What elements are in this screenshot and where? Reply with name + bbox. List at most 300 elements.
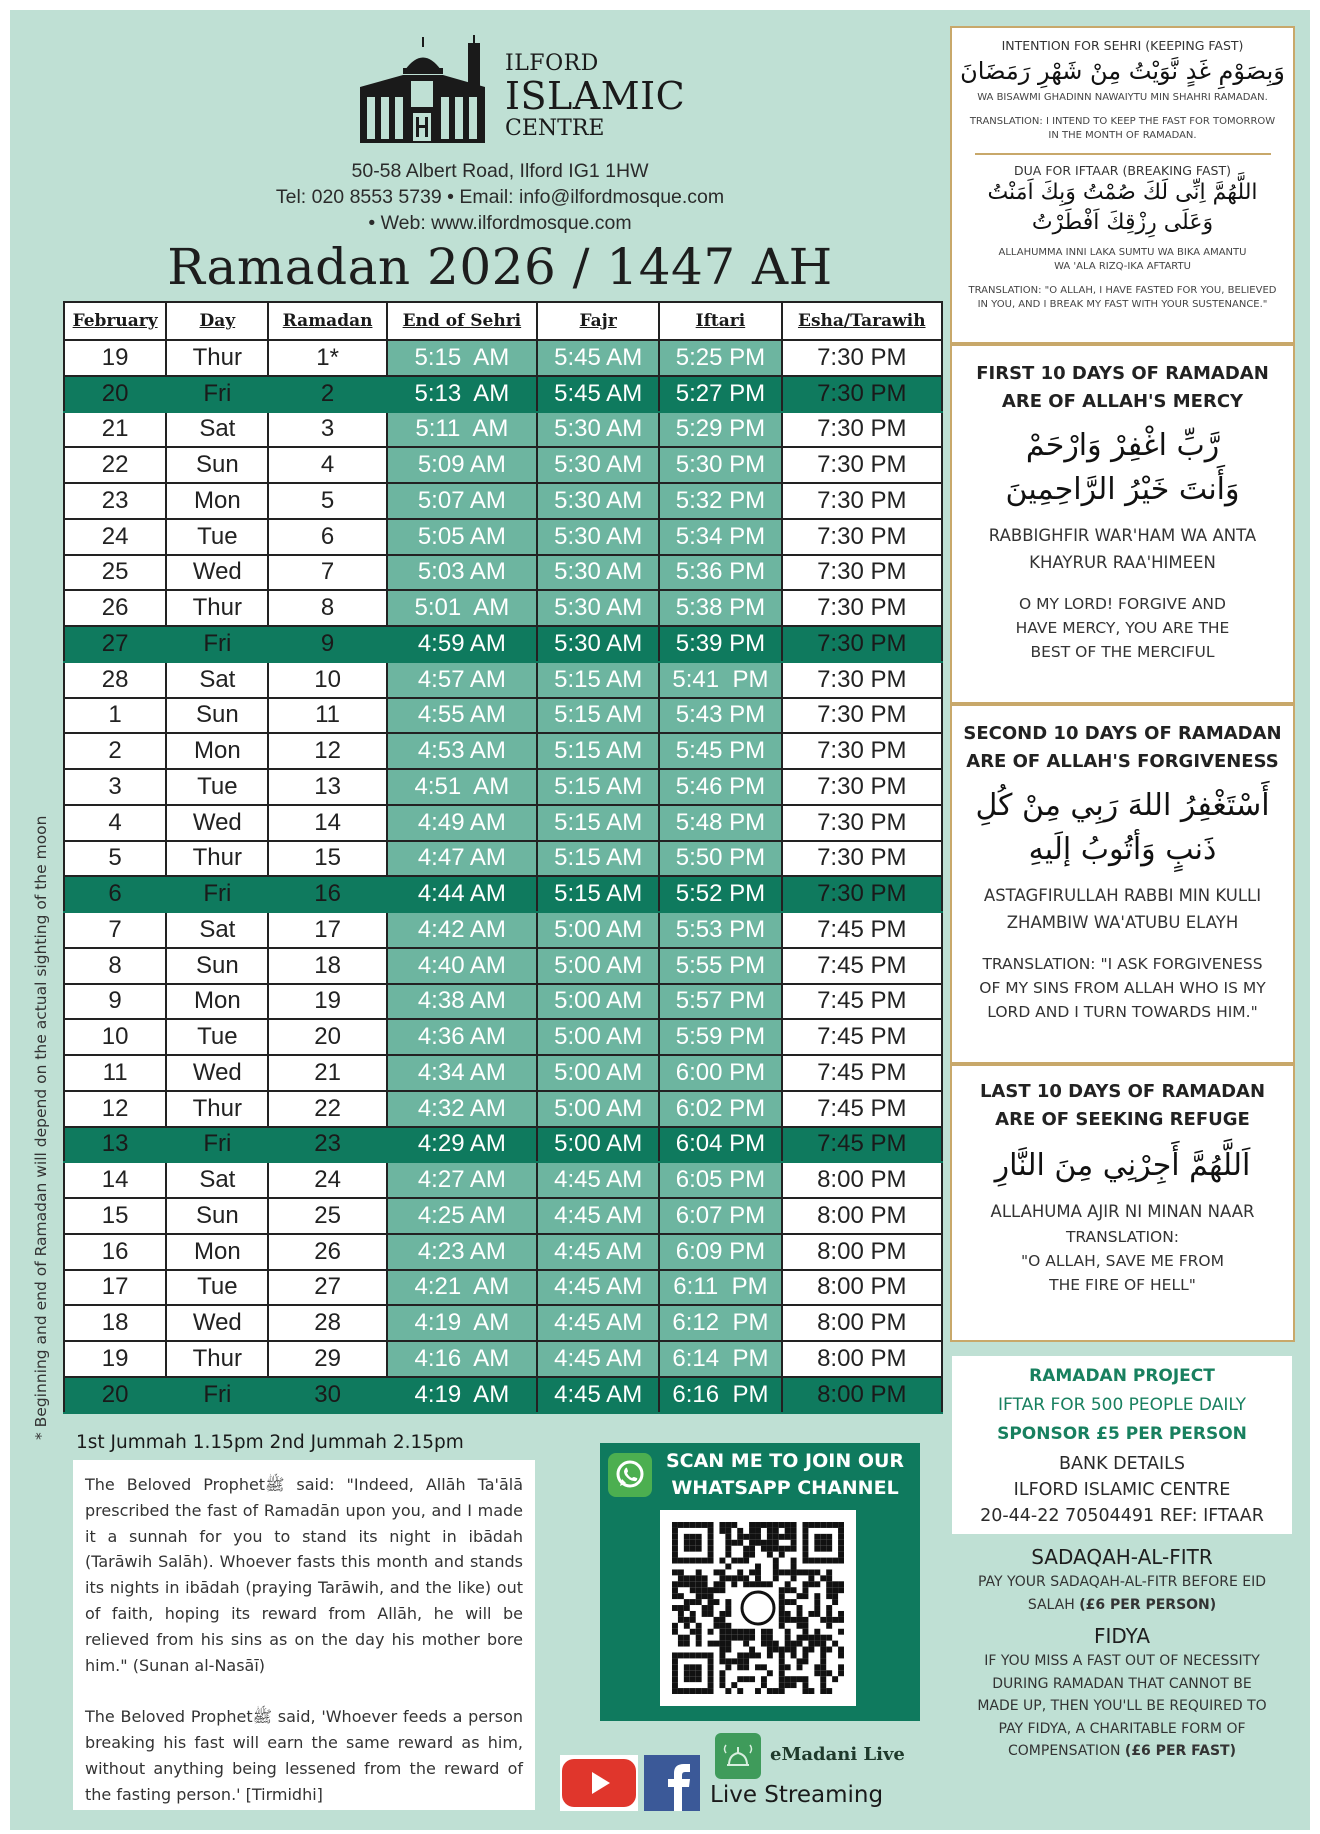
ramadan-day-cell: 27 xyxy=(268,1270,386,1306)
qr-module xyxy=(797,1676,803,1682)
date-cell: 24 xyxy=(64,519,166,555)
day-cell: Thur xyxy=(166,841,268,877)
qr-module xyxy=(684,1558,690,1564)
qr-module xyxy=(820,1652,826,1658)
qr-module xyxy=(826,1569,832,1575)
qr-module xyxy=(672,1605,678,1611)
iftaar-translation-2: IN YOU, AND I BREAK MY FAST WITH YOUR SUSTENANCE." xyxy=(977,299,1268,310)
qr-module xyxy=(838,1581,844,1587)
qr-module xyxy=(737,1534,743,1540)
qr-module xyxy=(678,1569,684,1575)
qr-module xyxy=(690,1599,696,1605)
qr-module xyxy=(684,1670,690,1676)
qr-module xyxy=(785,1611,791,1617)
qr-module xyxy=(749,1546,755,1552)
fajr-time-cell: 5:15 AM xyxy=(537,733,659,769)
qr-module xyxy=(696,1635,702,1641)
qr-module xyxy=(719,1522,725,1528)
org-name-line1: ILFORD xyxy=(505,51,599,76)
qr-module xyxy=(737,1658,743,1664)
qr-module xyxy=(719,1569,725,1575)
qr-module xyxy=(785,1587,791,1593)
qr-module xyxy=(761,1629,767,1635)
qr-module xyxy=(714,1599,720,1605)
qr-module xyxy=(838,1617,844,1623)
qr-module xyxy=(802,1558,808,1564)
esha-time-cell: 8:00 PM xyxy=(782,1377,942,1413)
fajr-time-cell: 5:00 AM xyxy=(537,1091,659,1127)
qr-module xyxy=(678,1593,684,1599)
esha-time-cell: 7:45 PM xyxy=(782,1019,942,1055)
qr-module xyxy=(826,1670,832,1676)
table-row xyxy=(64,984,942,1020)
iftari-time-cell: 5:43 PM xyxy=(659,698,781,734)
sehri-time-cell: 4:27 AM xyxy=(387,1162,537,1198)
qr-module xyxy=(802,1629,808,1635)
qr-module xyxy=(708,1540,714,1546)
sehri-time-cell: 4:47 AM xyxy=(387,841,537,877)
qr-module xyxy=(820,1522,826,1528)
qr-module xyxy=(802,1552,808,1558)
fajr-time-cell: 5:30 AM xyxy=(537,412,659,448)
iftari-time-cell: 5:50 PM xyxy=(659,841,781,877)
ramadan-day-cell: 17 xyxy=(268,912,386,948)
qr-module xyxy=(779,1611,785,1617)
prayer-timetable xyxy=(63,301,943,1414)
qr-module xyxy=(779,1617,785,1623)
iftari-time-cell: 5:55 PM xyxy=(659,948,781,984)
hadith-box xyxy=(73,1460,535,1810)
iftari-time-cell: 5:46 PM xyxy=(659,769,781,805)
qr-module xyxy=(832,1558,838,1564)
last-ashra-translation-3: THE FIRE OF HELL" xyxy=(1049,1276,1196,1294)
qr-module xyxy=(838,1611,844,1617)
qr-module xyxy=(725,1522,731,1528)
qr-module xyxy=(779,1647,785,1653)
qr-module xyxy=(791,1599,797,1605)
table-row xyxy=(64,769,942,805)
qr-module xyxy=(714,1617,720,1623)
esha-time-cell: 7:45 PM xyxy=(782,948,942,984)
qr-module xyxy=(696,1664,702,1670)
iftari-time-cell: 6:02 PM xyxy=(659,1091,781,1127)
qr-module xyxy=(773,1540,779,1546)
esha-time-cell: 8:00 PM xyxy=(782,1270,942,1306)
qr-module xyxy=(708,1688,714,1694)
qr-module xyxy=(702,1558,708,1564)
qr-module xyxy=(802,1676,808,1682)
day-cell: Fri xyxy=(166,1377,268,1413)
qr-module xyxy=(779,1534,785,1540)
day-cell: Thur xyxy=(166,1091,268,1127)
table-row xyxy=(64,698,942,734)
qr-module xyxy=(690,1670,696,1676)
qr-module xyxy=(826,1540,832,1546)
qr-module xyxy=(696,1676,702,1682)
table-row-friday xyxy=(64,376,942,412)
sehri-time-cell: 4:34 AM xyxy=(387,1055,537,1091)
qr-module xyxy=(767,1641,773,1647)
qr-module xyxy=(678,1605,684,1611)
qr-module xyxy=(814,1670,820,1676)
qr-module xyxy=(690,1688,696,1694)
qr-module xyxy=(814,1581,820,1587)
esha-time-cell: 7:30 PM xyxy=(782,555,942,591)
qr-module xyxy=(725,1647,731,1653)
qr-module xyxy=(779,1599,785,1605)
qr-module xyxy=(702,1611,708,1617)
qr-module xyxy=(743,1546,749,1552)
table-row-friday xyxy=(64,1377,942,1413)
qr-module xyxy=(826,1522,832,1528)
qr-module xyxy=(737,1635,743,1641)
qr-module xyxy=(702,1581,708,1587)
table-row xyxy=(64,519,942,555)
fajr-time-cell: 5:15 AM xyxy=(537,876,659,912)
qr-module xyxy=(719,1676,725,1682)
qr-module xyxy=(725,1534,731,1540)
qr-module xyxy=(684,1599,690,1605)
qr-module xyxy=(678,1652,684,1658)
day-cell: Sat xyxy=(166,662,268,698)
qr-module xyxy=(755,1664,761,1670)
qr-module xyxy=(749,1569,755,1575)
fajr-time-cell: 5:15 AM xyxy=(537,769,659,805)
first-ashra-translation-3: BEST OF THE MERCIFUL xyxy=(1030,643,1215,661)
esha-time-cell: 7:45 PM xyxy=(782,984,942,1020)
qr-code[interactable] xyxy=(660,1510,856,1706)
column-header: Esha/Tarawih xyxy=(782,302,942,340)
qr-module xyxy=(743,1552,749,1558)
table-body xyxy=(64,340,942,1413)
qr-module xyxy=(743,1664,749,1670)
qr-module xyxy=(767,1546,773,1552)
qr-module xyxy=(749,1581,755,1587)
jummah-times: 1st Jummah 1.15pm 2nd Jummah 2.15pm xyxy=(76,1432,464,1453)
qr-module xyxy=(814,1540,820,1546)
qr-module xyxy=(690,1587,696,1593)
esha-time-cell: 7:30 PM xyxy=(782,733,942,769)
last-ashra-translation-2: "O ALLAH, SAVE ME FROM xyxy=(1020,1252,1224,1270)
qr-module xyxy=(820,1682,826,1688)
date-cell: 14 xyxy=(64,1162,166,1198)
column-header: February xyxy=(64,302,166,340)
qr-module xyxy=(708,1676,714,1682)
date-cell: 25 xyxy=(64,555,166,591)
ramadan-day-cell: 7 xyxy=(268,555,386,591)
qr-module xyxy=(814,1611,820,1617)
table-row xyxy=(64,555,942,591)
qr-module xyxy=(838,1522,844,1528)
qr-module xyxy=(696,1558,702,1564)
qr-module xyxy=(672,1658,678,1664)
first-ashra-panel xyxy=(950,344,1295,704)
qr-module xyxy=(814,1569,820,1575)
qr-module xyxy=(773,1569,779,1575)
table-row xyxy=(64,733,942,769)
qr-module xyxy=(672,1593,678,1599)
fidya-text-3: MADE UP, THEN YOU'LL BE REQUIRED TO xyxy=(977,1698,1267,1714)
fidya-text-4: PAY FIDYA, A CHARITABLE FORM OF xyxy=(998,1720,1246,1737)
iftari-time-cell: 5:45 PM xyxy=(659,733,781,769)
qr-module xyxy=(678,1635,684,1641)
qr-module xyxy=(696,1546,702,1552)
qr-module xyxy=(808,1688,814,1694)
qr-module xyxy=(743,1534,749,1540)
qr-module xyxy=(838,1528,844,1534)
qr-module xyxy=(767,1652,773,1658)
qr-module xyxy=(708,1587,714,1593)
qr-module xyxy=(761,1540,767,1546)
fajr-time-cell: 5:00 AM xyxy=(537,948,659,984)
last-ashra-translit: ALLAHUMA AJIR NI MINAN NAAR xyxy=(990,1202,1255,1221)
qr-module xyxy=(737,1652,743,1658)
day-cell: Wed xyxy=(166,805,268,841)
qr-module xyxy=(785,1641,791,1647)
fajr-time-cell: 5:30 AM xyxy=(537,519,659,555)
org-name-line2: ISLAMIC xyxy=(505,74,686,118)
esha-time-cell: 7:30 PM xyxy=(782,662,942,698)
qr-module xyxy=(785,1569,791,1575)
day-cell: Fri xyxy=(166,376,268,412)
fajr-time-cell: 5:00 AM xyxy=(537,912,659,948)
qr-module xyxy=(690,1664,696,1670)
qr-module xyxy=(690,1581,696,1587)
qr-module xyxy=(737,1575,743,1581)
qr-module xyxy=(820,1534,826,1540)
qr-module xyxy=(779,1682,785,1688)
fajr-time-cell: 4:45 AM xyxy=(537,1270,659,1306)
sehri-time-cell: 5:09 AM xyxy=(387,447,537,483)
column-header: Iftari xyxy=(659,302,781,340)
youtube-icon[interactable] xyxy=(560,1755,638,1811)
qr-module xyxy=(832,1522,838,1528)
iftari-time-cell: 5:53 PM xyxy=(659,912,781,948)
qr-module xyxy=(761,1676,767,1682)
day-cell: Fri xyxy=(166,876,268,912)
sehri-time-cell: 5:07 AM xyxy=(387,483,537,519)
qr-module xyxy=(731,1522,737,1528)
qr-module xyxy=(797,1611,803,1617)
second-ashra-translit-1: ASTAGFIRULLAH RABBI MIN KULLI xyxy=(983,886,1262,905)
qr-module xyxy=(820,1558,826,1564)
qr-module xyxy=(755,1569,761,1575)
esha-time-cell: 7:30 PM xyxy=(782,412,942,448)
qr-module xyxy=(767,1522,773,1528)
date-cell: 9 xyxy=(64,984,166,1020)
whatsapp-title-line1: SCAN ME TO JOIN OUR xyxy=(665,1450,905,1472)
qr-module xyxy=(755,1581,761,1587)
ramadan-day-cell: 2 xyxy=(268,376,386,412)
phone-email: Tel: 020 8553 5739 • Email: info@ilfordmosque.com xyxy=(275,186,725,208)
table-row-friday xyxy=(64,876,942,912)
qr-module xyxy=(725,1688,731,1694)
qr-module xyxy=(696,1522,702,1528)
qr-module xyxy=(838,1652,844,1658)
qr-module xyxy=(702,1522,708,1528)
qr-module xyxy=(719,1670,725,1676)
facebook-icon[interactable] xyxy=(644,1755,700,1811)
day-cell: Tue xyxy=(166,1270,268,1306)
day-cell: Sun xyxy=(166,948,268,984)
qr-module xyxy=(755,1688,761,1694)
qr-module xyxy=(719,1641,725,1647)
date-cell: 19 xyxy=(64,1341,166,1377)
qr-module xyxy=(690,1676,696,1682)
qr-module xyxy=(696,1581,702,1587)
qr-module xyxy=(684,1664,690,1670)
qr-module xyxy=(725,1540,731,1546)
iftari-time-cell: 5:38 PM xyxy=(659,590,781,626)
iftari-time-cell: 5:32 PM xyxy=(659,483,781,519)
sehri-translation-1: TRANSLATION: I INTEND TO KEEP THE FAST FOR TOMORROW xyxy=(969,116,1276,127)
qr-module xyxy=(678,1611,684,1617)
qr-module xyxy=(832,1599,838,1605)
day-cell: Mon xyxy=(166,1234,268,1270)
qr-module xyxy=(785,1528,791,1534)
qr-module xyxy=(696,1652,702,1658)
emadani-icon[interactable] xyxy=(715,1733,761,1779)
date-cell: 4 xyxy=(64,805,166,841)
date-cell: 17 xyxy=(64,1270,166,1306)
date-cell: 1 xyxy=(64,698,166,734)
qr-module xyxy=(820,1575,826,1581)
ramadan-day-cell: 8 xyxy=(268,590,386,626)
qr-module xyxy=(785,1664,791,1670)
qr-module xyxy=(755,1540,761,1546)
qr-module xyxy=(802,1522,808,1528)
qr-module xyxy=(767,1629,773,1635)
qr-module xyxy=(725,1658,731,1664)
date-cell: 19 xyxy=(64,340,166,376)
qr-module xyxy=(773,1575,779,1581)
qr-module xyxy=(749,1540,755,1546)
qr-module xyxy=(826,1623,832,1629)
hadith-second: The Beloved Prophetﷺ said, 'Whoever feeds a person breaking his fast will earn the same reward as him, without anything being lessened from the reward of the fasting person.' [Tirmidhi] xyxy=(85,1707,523,1804)
qr-module xyxy=(696,1587,702,1593)
qr-module xyxy=(731,1558,737,1564)
day-cell: Wed xyxy=(166,1305,268,1341)
qr-module xyxy=(737,1558,743,1564)
fajr-time-cell: 5:30 AM xyxy=(537,555,659,591)
qr-module xyxy=(791,1641,797,1647)
timetable-poster xyxy=(10,10,1310,1830)
qr-module xyxy=(779,1658,785,1664)
qr-module xyxy=(779,1670,785,1676)
qr-module xyxy=(802,1623,808,1629)
qr-module xyxy=(838,1552,844,1558)
qr-module xyxy=(725,1664,731,1670)
qr-module xyxy=(749,1528,755,1534)
sehri-time-cell: 4:36 AM xyxy=(387,1019,537,1055)
qr-module xyxy=(702,1605,708,1611)
last-ashra-arabic: اَللَّهُمَّ أَجِرْنِي مِنَ النَّارِ xyxy=(994,1148,1251,1183)
qr-module xyxy=(779,1587,785,1593)
second-ashra-panel xyxy=(950,704,1295,1064)
table-row xyxy=(64,948,942,984)
qr-module xyxy=(737,1540,743,1546)
qr-module xyxy=(731,1629,737,1635)
iftari-time-cell: 6:09 PM xyxy=(659,1234,781,1270)
qr-module xyxy=(773,1522,779,1528)
qr-module xyxy=(785,1599,791,1605)
sehri-time-cell: 5:01 AM xyxy=(387,590,537,626)
qr-module xyxy=(761,1581,767,1587)
iftari-time-cell: 6:07 PM xyxy=(659,1198,781,1234)
first-ashra-translation-1: O MY LORD! FORGIVE AND xyxy=(1019,595,1226,613)
qr-module xyxy=(797,1664,803,1670)
qr-module xyxy=(785,1682,791,1688)
esha-time-cell: 8:00 PM xyxy=(782,1341,942,1377)
qr-module xyxy=(672,1534,678,1540)
qr-module xyxy=(797,1641,803,1647)
qr-module xyxy=(802,1587,808,1593)
date-cell: 5 xyxy=(64,841,166,877)
qr-module xyxy=(702,1593,708,1599)
qr-module xyxy=(797,1623,803,1629)
second-ashra-translation-3: LORD AND I TURN TOWARDS HIM." xyxy=(987,1003,1258,1021)
qr-module xyxy=(731,1682,737,1688)
address: 50-58 Albert Road, Ilford IG1 1HW xyxy=(351,160,649,182)
table-row xyxy=(64,340,942,376)
day-cell: Wed xyxy=(166,555,268,591)
whatsapp-qr-panel[interactable] xyxy=(600,1443,920,1721)
qr-module xyxy=(690,1540,696,1546)
qr-module xyxy=(690,1546,696,1552)
qr-module xyxy=(767,1552,773,1558)
qr-module xyxy=(832,1641,838,1647)
qr-module xyxy=(719,1647,725,1653)
whatsapp-title xyxy=(654,1448,916,1502)
qr-module xyxy=(761,1522,767,1528)
iftari-time-cell: 5:25 PM xyxy=(659,340,781,376)
qr-module xyxy=(797,1593,803,1599)
qr-module xyxy=(755,1528,761,1534)
qr-module xyxy=(767,1534,773,1540)
ramadan-day-cell: 29 xyxy=(268,1341,386,1377)
qr-module xyxy=(785,1534,791,1540)
qr-module xyxy=(814,1635,820,1641)
sehri-time-cell: 4:32 AM xyxy=(387,1091,537,1127)
qr-module xyxy=(838,1546,844,1552)
qr-module xyxy=(749,1635,755,1641)
qr-module xyxy=(802,1540,808,1546)
qr-module xyxy=(678,1641,684,1647)
qr-module xyxy=(672,1540,678,1546)
esha-time-cell: 8:00 PM xyxy=(782,1162,942,1198)
qr-module xyxy=(814,1605,820,1611)
sehri-time-cell: 4:21 AM xyxy=(387,1270,537,1306)
second-ashra-arabic-2: ذَنبٍ وَأتُوبُ إلَيهِ xyxy=(1028,832,1217,867)
qr-module xyxy=(672,1552,678,1558)
qr-module xyxy=(814,1664,820,1670)
qr-module xyxy=(702,1575,708,1581)
table-row xyxy=(64,1019,942,1055)
qr-module xyxy=(785,1581,791,1587)
qr-module xyxy=(725,1528,731,1534)
sehri-time-cell: 5:15 AM xyxy=(387,340,537,376)
iftari-time-cell: 6:16 PM xyxy=(659,1377,781,1413)
table-row xyxy=(64,1162,942,1198)
qr-module xyxy=(696,1540,702,1546)
qr-module xyxy=(814,1641,820,1647)
qr-module xyxy=(791,1652,797,1658)
qr-module xyxy=(719,1652,725,1658)
table-row-friday xyxy=(64,626,942,662)
qr-module xyxy=(708,1593,714,1599)
qr-module xyxy=(678,1558,684,1564)
qr-module xyxy=(696,1629,702,1635)
